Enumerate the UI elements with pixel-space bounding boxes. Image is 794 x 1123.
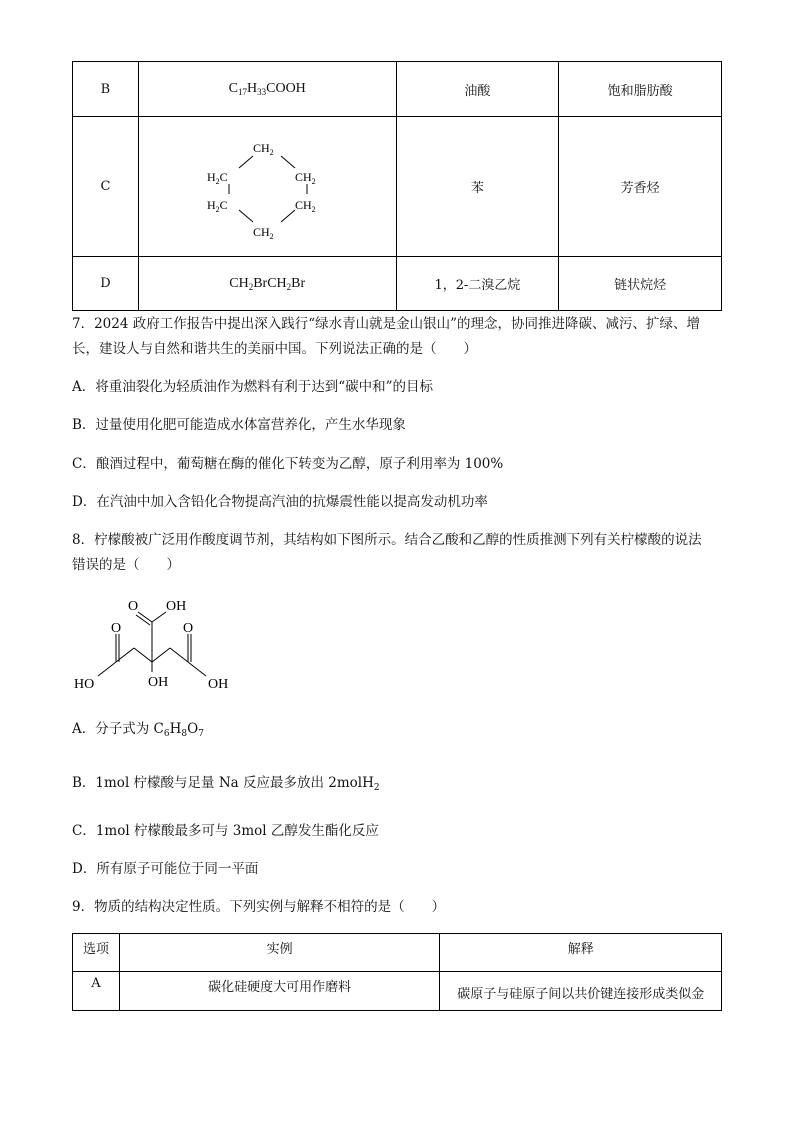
row-letter: B — [73, 62, 139, 117]
formula-cell — [138, 257, 396, 311]
svg-text:H2C: $H_2C$ — [207, 197, 228, 214]
q8-option-b: B．1mol 柠檬酸与足量 Na 反应最多放出 2molH$_2$ — [72, 775, 380, 793]
compound-category: 链状烷烃 — [559, 257, 722, 311]
q8-option-d: D．所有原子可能位于同一平面 — [72, 861, 259, 877]
header-option: 选项 — [73, 934, 120, 972]
explanation-cell: 碳原子与硅原子间以共价键连接形成类似金 — [440, 972, 722, 1011]
q8-stem-line1: 8．柠檬酸被广泛用作酸度调节剂，其结构如下图所示。结合乙酸和乙醇的性质推测下列有关柠檬酸的说法 — [72, 532, 702, 548]
table-row — [73, 62, 722, 117]
structure-cell — [138, 117, 396, 257]
table-header-row — [73, 934, 722, 972]
compound-category: 芳香烃 — [559, 117, 722, 257]
table-row — [73, 972, 722, 1011]
q7-stem-line2: 长，建设人与自然和谐共生的美丽中国。下列说法正确的是（ ） — [72, 341, 477, 357]
compound-category: 饱和脂肪酸 — [559, 62, 722, 117]
formula-cell — [138, 62, 396, 117]
compound-name: 油酸 — [396, 62, 559, 117]
compound-name: 苯 — [396, 117, 559, 257]
example-cell: 碳化硅硬度大可用作磨料 — [119, 972, 439, 1011]
table-row — [73, 117, 722, 257]
q7-option-b: B．过量使用化肥可能造成水体富营养化，产生水华现象 — [72, 417, 406, 433]
q8-option-a: A．分子式为 $C_6H_8O_7$ — [72, 721, 204, 739]
svg-text:CH2: $CH_2$ — [295, 169, 316, 186]
svg-text:H2C: $H_2C$ — [207, 169, 228, 186]
q8-stem-line2: 错误的是（ ） — [72, 557, 180, 573]
q9-stem: 9．物质的结构决定性质。下列实例与解释不相符的是（ ） — [72, 899, 446, 915]
q9-table — [72, 933, 722, 1011]
svg-text:OH: OH — [208, 677, 229, 692]
svg-text:CH2: $CH_2$ — [253, 224, 274, 241]
row-letter: C — [73, 117, 139, 257]
row-letter: D — [73, 257, 139, 311]
chemical-formula: $C_{17}H_{33}COOH$ — [228, 81, 306, 97]
svg-text:OH: OH — [148, 675, 169, 690]
svg-text:OH: OH — [166, 599, 187, 614]
svg-text:HO: HO — [74, 677, 95, 692]
svg-text:O: O — [183, 621, 194, 636]
q7-stem-line1: 7．2024 政府工作报告中提出深入践行“绿水青山就是金山银山”的理念，协同推进降碳、减污、扩绿、增 — [72, 316, 701, 332]
svg-text:CH2: $CH_2$ — [253, 140, 274, 157]
svg-text:O: O — [111, 621, 122, 636]
chemical-formula: $CH_2BrCH_2Br$ — [229, 275, 306, 292]
compound-table — [72, 61, 722, 311]
header-example: 实例 — [119, 934, 439, 972]
q7-option-c: C．酿酒过程中，葡萄糖在酶的催化下转变为乙醇，原子利用率为 100% — [72, 456, 504, 472]
header-explanation: 解释 — [440, 934, 722, 972]
compound-name: 1，2-二溴乙烷 — [396, 257, 559, 311]
svg-text:CH2: $CH_2$ — [295, 197, 316, 214]
table-row — [73, 257, 722, 311]
svg-text:O: O — [128, 599, 139, 614]
citric-acid-structure — [70, 592, 250, 694]
q7-option-d: D．在汽油中加入含铅化合物提高汽油的抗爆震性能以提高发动机功率 — [72, 494, 488, 510]
q7-option-a: A．将重油裂化为轻质油作为燃料有利于达到“碳中和”的目标 — [72, 379, 434, 395]
q8-option-c: C．1mol 柠檬酸最多可与 3mol 乙醇发生酯化反应 — [72, 823, 379, 839]
row-letter: A — [73, 972, 120, 1011]
cyclohexane-structure — [207, 132, 327, 242]
